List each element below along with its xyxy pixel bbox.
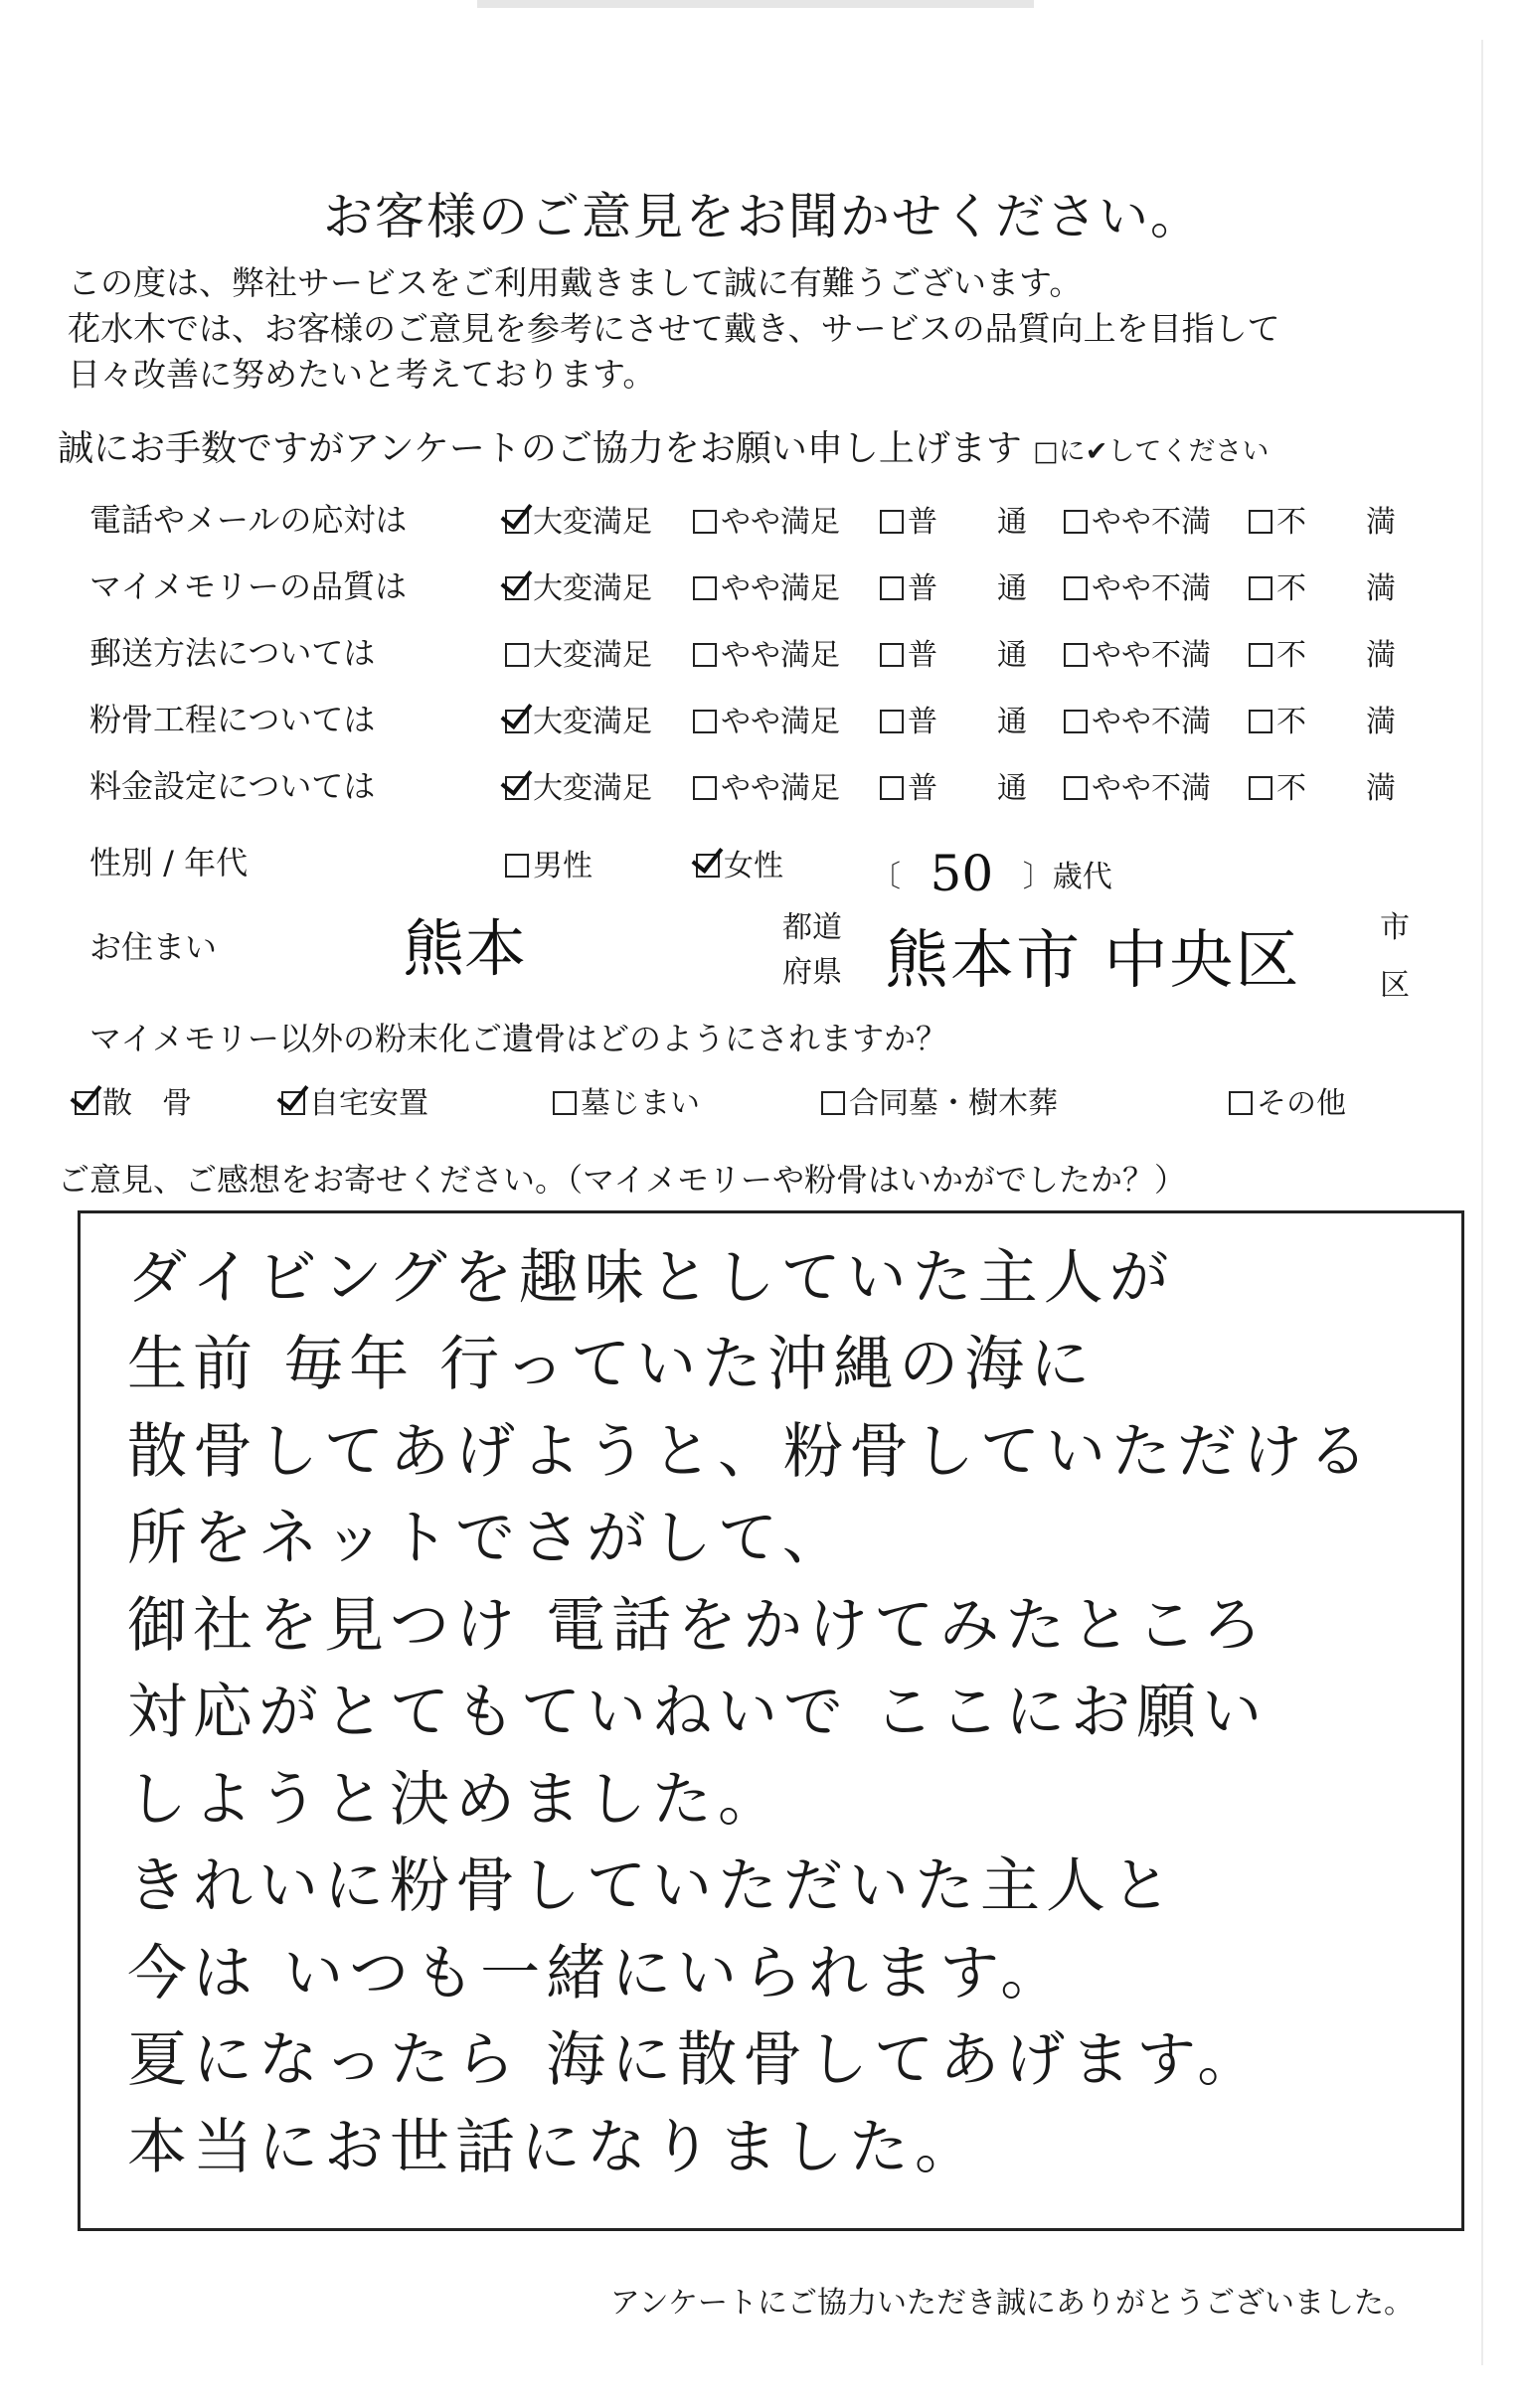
comment-line: 生前 毎年 行っていた沖縄の海に — [127, 1330, 1097, 1399]
prefecture-value[interactable]: 熊本 — [403, 912, 527, 985]
checkbox-icon[interactable] — [505, 854, 529, 878]
city-value[interactable]: 熊本市 中央区 — [885, 924, 1301, 998]
checkbox-icon[interactable] — [1249, 776, 1272, 800]
option-dissatisfied[interactable]: 不 満 — [1249, 630, 1396, 674]
checked-box-icon[interactable] — [505, 510, 529, 534]
checked-box-icon[interactable] — [505, 710, 529, 733]
option-neutral[interactable]: 普 通 — [880, 497, 1027, 541]
checkbox-icon[interactable] — [880, 710, 904, 733]
option-scatter[interactable]: 散 骨 — [75, 1078, 192, 1122]
gender-age-label: 性別 / 年代 — [89, 844, 249, 882]
option-somewhat-satisfied[interactable]: やや満足 — [693, 630, 840, 674]
comment-line: 散骨してあげようと、粉骨していただける — [127, 1417, 1374, 1487]
checked-box-icon[interactable] — [281, 1091, 305, 1115]
option-somewhat-satisfied[interactable]: やや満足 — [693, 563, 840, 607]
checkbox-icon[interactable] — [880, 510, 904, 534]
checkbox-icon[interactable] — [1229, 1091, 1253, 1115]
option-somewhat-dissatisfied[interactable]: やや不満 — [1064, 763, 1211, 807]
question-label: 料金設定については — [89, 767, 376, 805]
option-neutral[interactable]: 普 通 — [880, 697, 1027, 740]
checkbox-icon[interactable] — [880, 576, 904, 600]
checkbox-icon[interactable] — [1064, 710, 1088, 733]
address-label: お住まい — [89, 928, 218, 966]
checkbox-icon[interactable] — [693, 776, 717, 800]
prefecture-label-top: 都道 — [782, 910, 842, 945]
option-male[interactable]: 男性 — [505, 841, 593, 884]
option-somewhat-satisfied[interactable]: やや満足 — [693, 497, 840, 541]
request-text: 誠にお手数ですがアンケートのご協力をお願い申し上げます — [58, 428, 1022, 469]
checkbox-icon[interactable] — [821, 1091, 845, 1115]
checkbox-icon[interactable] — [880, 643, 904, 667]
option-grave-closure[interactable]: 墓じまい — [553, 1078, 700, 1122]
option-home-keeping[interactable]: 自宅安置 — [281, 1078, 428, 1122]
option-dissatisfied[interactable]: 不 満 — [1249, 763, 1396, 807]
other-remains-question: マイメモリー以外の粉末化ご遺骨はどのようにされますか？ — [89, 1020, 948, 1057]
comment-line: 今は いつも一緒にいられます。 — [127, 1939, 1067, 2008]
request-note: □に✔してください — [1033, 436, 1270, 467]
age-field[interactable] — [871, 841, 1112, 902]
option-neutral[interactable]: 普 通 — [880, 763, 1027, 807]
checkbox-icon[interactable] — [1064, 643, 1088, 667]
option-very-satisfied[interactable]: 大変満足 — [505, 763, 652, 807]
option-somewhat-dissatisfied[interactable]: やや不満 — [1064, 497, 1211, 541]
option-dissatisfied[interactable]: 不 満 — [1249, 563, 1396, 607]
option-somewhat-satisfied[interactable]: やや満足 — [693, 763, 840, 807]
option-very-satisfied[interactable]: 大変満足 — [505, 497, 652, 541]
question-label: マイメモリーの品質は — [89, 567, 408, 605]
checkbox-icon[interactable] — [693, 710, 717, 733]
checked-box-icon[interactable] — [75, 1091, 98, 1115]
option-other[interactable]: その他 — [1229, 1078, 1346, 1122]
option-somewhat-satisfied[interactable]: やや満足 — [693, 697, 840, 740]
option-very-satisfied[interactable]: 大変満足 — [505, 563, 652, 607]
option-somewhat-dissatisfied[interactable]: やや不満 — [1064, 563, 1211, 607]
comment-line: 夏になったら 海に散骨してあげます。 — [127, 2025, 1264, 2095]
checkbox-icon[interactable] — [1249, 510, 1272, 534]
checked-box-icon[interactable] — [505, 776, 529, 800]
city-label-top: 市 — [1380, 910, 1410, 945]
checkbox-icon[interactable] — [1249, 710, 1272, 733]
comment-line: 本当にお世話になりました。 — [127, 2113, 980, 2182]
comment-line: 御社を見つけ 電話をかけてみたところ — [127, 1591, 1269, 1661]
comment-line: きれいに粉骨していただいた主人と — [127, 1851, 1177, 1921]
checkbox-icon[interactable] — [880, 776, 904, 800]
checkbox-icon[interactable] — [1249, 643, 1272, 667]
option-dissatisfied[interactable]: 不 満 — [1249, 697, 1396, 740]
question-label: 電話やメールの応対は — [89, 501, 408, 539]
comment-heading: ご意見、ご感想をお寄せください。（マイメモリーや粉骨はいかがでしたか？） — [58, 1161, 1187, 1199]
option-somewhat-dissatisfied[interactable]: やや不満 — [1064, 630, 1211, 674]
age-bracket-open: 〔 — [871, 860, 901, 894]
comment-line: 対応がとてもていねいで ここにお願い — [127, 1678, 1269, 1747]
option-very-satisfied[interactable]: 大変満足 — [505, 630, 652, 674]
intro-line-1: この度は、弊社サービスをご利用戴きまして誠に有難うございます。 — [68, 263, 1083, 302]
city-label-bottom: 区 — [1380, 968, 1410, 1003]
intro-line-2: 花水木では、お客様のご意見を参考にさせて戴き、サービスの品質向上を目指して — [68, 309, 1280, 348]
prefecture-label-bottom: 府県 — [782, 955, 842, 990]
option-neutral[interactable]: 普 通 — [880, 563, 1027, 607]
option-joint-grave[interactable]: 合同墓・樹木葬 — [821, 1078, 1058, 1122]
checkbox-icon[interactable] — [505, 643, 529, 667]
scan-edge — [1481, 40, 1483, 2365]
question-label: 郵送方法については — [89, 634, 376, 672]
comment-line: 所をネットでさがして、 — [127, 1504, 848, 1573]
checked-box-icon[interactable] — [696, 854, 720, 878]
option-neutral[interactable]: 普 通 — [880, 630, 1027, 674]
checkbox-icon[interactable] — [693, 643, 717, 667]
option-somewhat-dissatisfied[interactable]: やや不満 — [1064, 697, 1211, 740]
closing-thanks: アンケートにご協力いただき誠にありがとうございました。 — [609, 2286, 1414, 2321]
option-female[interactable]: 女性 — [696, 841, 783, 884]
checkbox-icon[interactable] — [693, 510, 717, 534]
checked-box-icon[interactable] — [505, 576, 529, 600]
intro-line-3: 日々改善に努めたいと考えております。 — [68, 355, 656, 394]
checkbox-icon[interactable] — [1064, 776, 1088, 800]
age-value: 50 — [930, 845, 994, 902]
checkbox-icon[interactable] — [1064, 576, 1088, 600]
comment-line: ダイビングを趣味としていた主人が — [127, 1243, 1175, 1313]
checkbox-icon[interactable] — [1064, 510, 1088, 534]
checkbox-icon[interactable] — [1249, 576, 1272, 600]
option-dissatisfied[interactable]: 不 満 — [1249, 497, 1396, 541]
scan-artifact — [477, 0, 1034, 8]
checkbox-icon[interactable] — [553, 1091, 577, 1115]
age-suffix: 〕歳代 — [1022, 860, 1112, 894]
question-label: 粉骨工程については — [89, 701, 376, 738]
page-title: お客様のご意見をお聞かせください。 — [323, 188, 1202, 245]
option-very-satisfied[interactable]: 大変満足 — [505, 697, 652, 740]
survey-request — [58, 420, 1269, 471]
checkbox-icon[interactable] — [693, 576, 717, 600]
comment-line: しようと決めました。 — [127, 1765, 783, 1835]
